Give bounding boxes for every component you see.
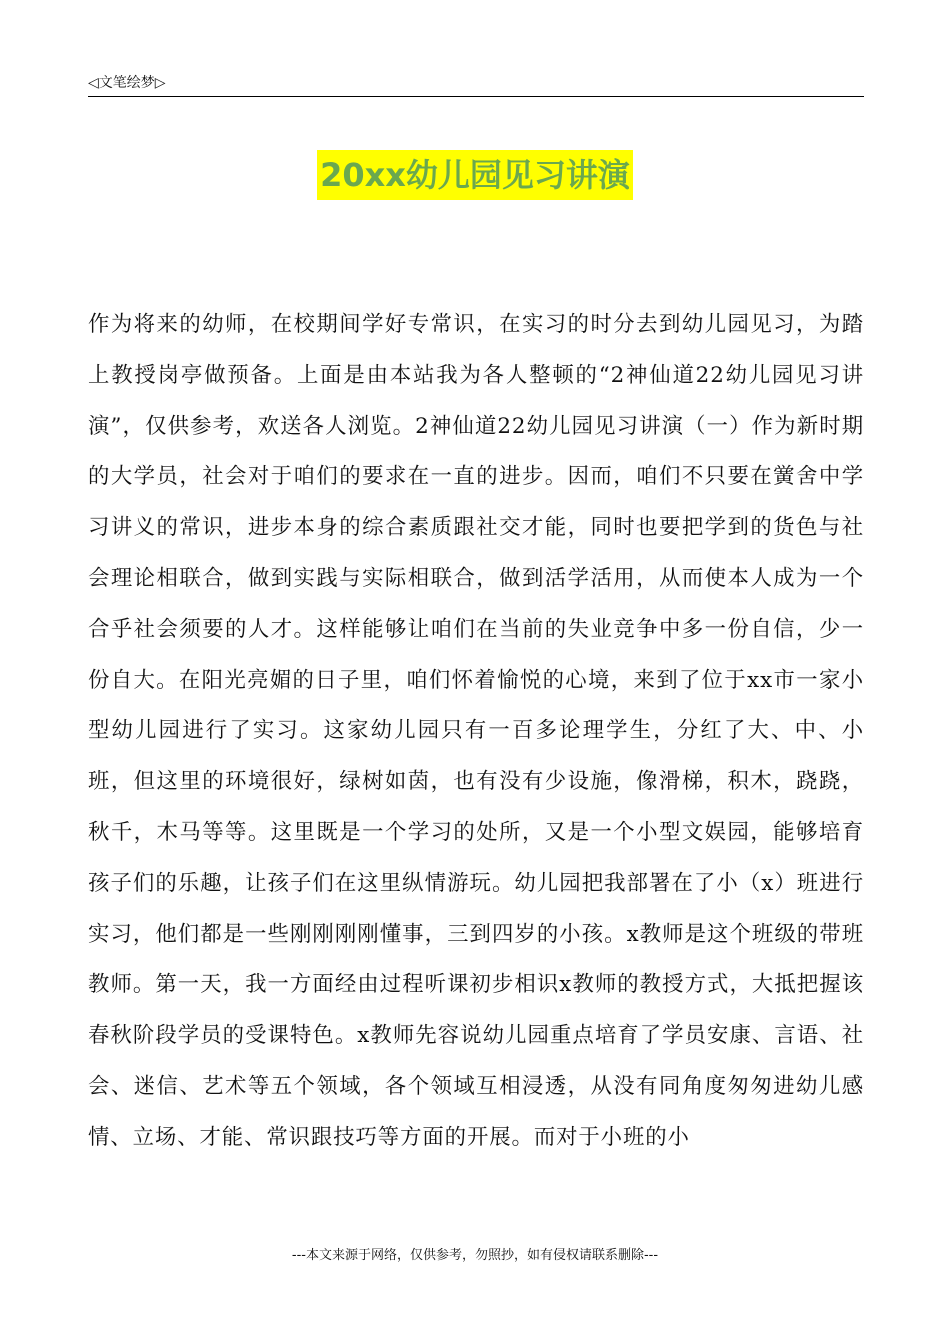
title-container xyxy=(0,150,950,200)
document-title: 20xx幼儿园见习讲演 xyxy=(317,150,633,200)
page-footer: ---本文来源于网络，仅供参考，勿照抄，如有侵权请联系删除--- xyxy=(291,1248,659,1263)
page-header xyxy=(88,70,864,97)
body-paragraph: 作为将来的幼师，在校期间学好专常识，在实习的时分去到幼儿园见习，为踏上教授岗亭做预备。上面是由本站我为各人整顿的“2神仙道22幼儿园见习讲演”，仅供参考，欢送各人浏览。2神仙道22幼儿园见习讲演（一）作为新时期的大学员，社会对于咱们的要求在一直的进步。因而，咱们不只要在黉舍中学习讲义的常识，进步本身的综合素质跟社交才能，同时也要把学到的货色与社会理论相联合，做到实践与实际相联合，做到活学活用，从而使本人成为一个合乎社会须要的人才。这样能够让咱们在当前的失业竞争中多一份自信，少一份自大。在阳光亮媚的日子里，咱们怀着愉悦的心境，来到了位于xx市一家小型幼儿园进行了实习。这家幼儿园只有一百多论理学生，分红了大、中、小班，但这里的环境很好，绿树如茵，也有没有少设施，像滑梯，积木，跷跷，秋千，木马等等。这里既是一个学习的处所，又是一个小型文娱园，能够培育孩子们的乐趣，让孩子们在这里纵情游玩。幼儿园把我部署在了小（x）班进行实习，他们都是一些刚刚刚刚懂事，三到四岁的小孩。x教师是这个班级的带班教师。第一天，我一方面经由过程听课初步相识x教师的教授方式，大抵把握该春秋阶段学员的受课特色。x教师先容说幼儿园重点培育了学员安康、言语、社会、迷信、艺术等五个领域，各个领域互相浸透，从没有同角度匆匆进幼儿感情、立场、才能、常识跟技巧等方面的开展。而对于小班的小 xyxy=(88,312,864,1150)
header-text: ◁文笔绘梦▷ xyxy=(88,75,166,91)
